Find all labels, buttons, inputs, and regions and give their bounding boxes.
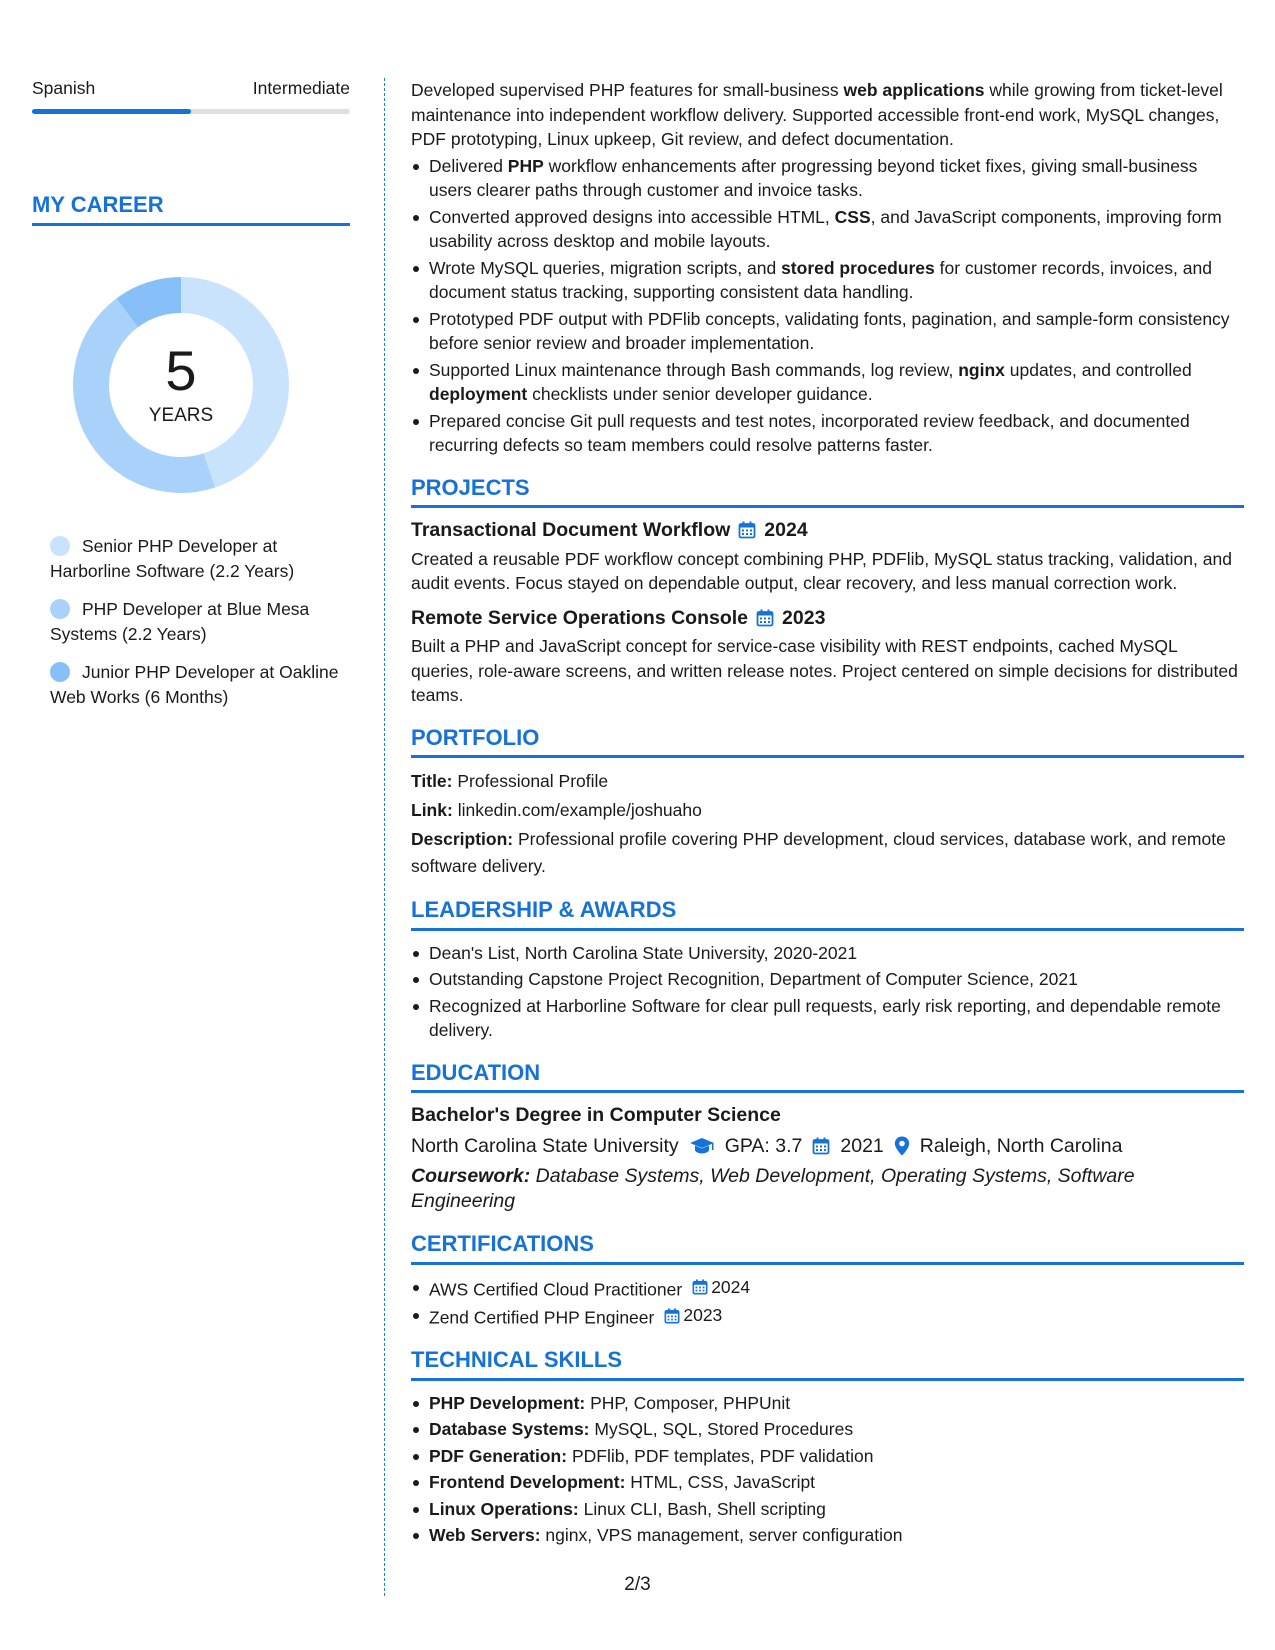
- calendar-icon: [664, 1308, 680, 1324]
- language-proficiency-fill: [32, 109, 191, 114]
- certification-name: AWS Certified Cloud Practitioner: [429, 1278, 683, 1299]
- school-name: North Carolina State University: [411, 1134, 679, 1157]
- award-item: Dean's List, North Carolina State University, 2020-2021: [411, 941, 1244, 966]
- skill-item: PDF Generation: PDFlib, PDF templates, PDF validation: [411, 1444, 1244, 1469]
- certification-item: [411, 1275, 1244, 1302]
- skill-item: Frontend Development: HTML, CSS, JavaScript: [411, 1470, 1244, 1495]
- legend-item: [50, 660, 350, 709]
- experience-bullet: Converted approved designs into accessible HTML, CSS, and JavaScript components, improving form usability across desktop and mobile layouts.: [411, 205, 1244, 254]
- career-total-unit: YEARS: [148, 405, 214, 426]
- project-title: Remote Service Operations Console: [411, 606, 749, 629]
- language-entry: [32, 78, 350, 114]
- experience-bullet: Supported Linux maintenance through Bash commands, log review, nginx updates, and controlled deployment checklists under senior developer guidance.: [411, 358, 1244, 407]
- calendar-icon: [812, 1137, 830, 1155]
- degree-title: Bachelor's Degree in Computer Science: [411, 1104, 781, 1126]
- skill-item: Web Servers: nginx, VPS management, server configuration: [411, 1523, 1244, 1548]
- certification-item: [411, 1303, 1244, 1330]
- experience-summary: Developed supervised PHP features for small-business web applications while growing from ticket-level maintenance into independent workflow delivery. Supported accessible front-end work, MySQL changes, PDF prototyping, Linux upkeep, Git review, and defect documentation.: [411, 80, 1223, 149]
- experience-bullet: Wrote MySQL queries, migration scripts, and stored procedures for customer records, invoices, and document status tracking, supporting consistent data handling.: [411, 256, 1244, 305]
- legend-item: [50, 534, 350, 583]
- experience-bullet: Delivered PHP workflow enhancements after progressing beyond ticket fixes, giving small-business users clearer paths through customer and invoice tasks.: [411, 154, 1244, 203]
- experience-bullets: [411, 154, 1244, 458]
- awards-heading: LEADERSHIP & AWARDS: [411, 898, 1244, 931]
- legend-label: Senior PHP Developer at Harborline Software (2.2 Years): [50, 536, 295, 581]
- skill-item: PHP Development: PHP, Composer, PHPUnit: [411, 1391, 1244, 1416]
- legend-dot: [50, 536, 70, 556]
- skills-list: [411, 1391, 1244, 1548]
- project-description: Built a PHP and JavaScript concept for service-case visibility with REST endpoints, cached MySQL queries, role-aware screens, and written release notes. Project centered on simple decisions for distributed teams.: [411, 636, 1238, 705]
- project-year: 2023: [782, 606, 826, 629]
- award-item: Outstanding Capstone Project Recognition, Department of Computer Science, 2021: [411, 967, 1244, 992]
- coursework: Coursework: Database Systems, Web Development, Operating Systems, Software Engineering: [411, 1165, 1135, 1212]
- language-name: Spanish: [32, 78, 96, 98]
- graduation-cap-icon: [689, 1137, 715, 1155]
- main-content: [411, 78, 1244, 1550]
- page-number: 2/3: [624, 1574, 651, 1595]
- calendar-icon: [756, 609, 774, 627]
- certifications-list: [411, 1275, 1244, 1331]
- column-divider: [384, 78, 385, 1596]
- experience-bullet: Prepared concise Git pull requests and test notes, incorporated review feedback, and documented recurring defects so team members could resolve patterns faster.: [411, 409, 1244, 458]
- legend-dot: [50, 662, 70, 682]
- certification-year: 2024: [711, 1276, 751, 1297]
- school-location: Raleigh, North Carolina: [919, 1134, 1123, 1157]
- project-item: [411, 606, 1244, 708]
- career-legend: [32, 534, 350, 709]
- calendar-icon: [738, 521, 756, 539]
- sidebar: [32, 78, 350, 723]
- career-donut-chart: [66, 270, 296, 500]
- legend-label: PHP Developer at Blue Mesa Systems (2.2 Years): [50, 599, 310, 644]
- project-description: Created a reusable PDF workflow concept combining PHP, PDFlib, MySQL status tracking, validation, and audit events. Focus stayed on dependable output, clear recovery, and less manual correction work.: [411, 548, 1232, 593]
- skills-heading: TECHNICAL SKILLS: [411, 1348, 1244, 1381]
- project-year: 2024: [764, 519, 808, 541]
- project-item: [411, 518, 1244, 596]
- certifications-heading: CERTIFICATIONS: [411, 1232, 1244, 1265]
- projects-heading: PROJECTS: [411, 476, 1244, 509]
- graduation-year: 2021: [840, 1134, 884, 1157]
- skill-item: Linux Operations: Linux CLI, Bash, Shell scripting: [411, 1497, 1244, 1522]
- calendar-icon: [692, 1279, 708, 1295]
- education-heading: EDUCATION: [411, 1061, 1244, 1094]
- legend-dot: [50, 599, 70, 619]
- award-item: Recognized at Harborline Software for clear pull requests, early risk reporting, and dependable remote delivery.: [411, 994, 1244, 1043]
- language-proficiency-bar: [32, 109, 350, 114]
- portfolio-heading: PORTFOLIO: [411, 726, 1244, 759]
- certification-name: Zend Certified PHP Engineer: [429, 1307, 655, 1328]
- portfolio-title: Title: Professional Profile: [411, 771, 609, 791]
- skill-item: Database Systems: MySQL, SQL, Stored Procedures: [411, 1417, 1244, 1442]
- career-total-years: 5: [165, 339, 197, 402]
- project-title: Transactional Document Workflow: [411, 519, 731, 541]
- gpa: GPA: 3.7: [724, 1134, 803, 1157]
- legend-item: [50, 597, 350, 646]
- awards-list: [411, 941, 1244, 1043]
- portfolio-link[interactable]: Link: linkedin.com/example/joshuaho: [411, 800, 702, 820]
- language-level: Intermediate: [252, 78, 350, 98]
- legend-label: Junior PHP Developer at Oakline Web Works (6 Months): [50, 662, 339, 707]
- certification-year: 2023: [683, 1305, 723, 1326]
- portfolio-description: Description: Professional profile covering PHP development, cloud services, database work, and remote software delivery.: [411, 829, 1226, 876]
- career-heading: MY CAREER: [32, 192, 350, 226]
- experience-bullet: Prototyped PDF output with PDFlib concepts, validating fonts, pagination, and sample-form consistency before senior review and broader implementation.: [411, 307, 1244, 356]
- map-pin-icon: [894, 1136, 910, 1156]
